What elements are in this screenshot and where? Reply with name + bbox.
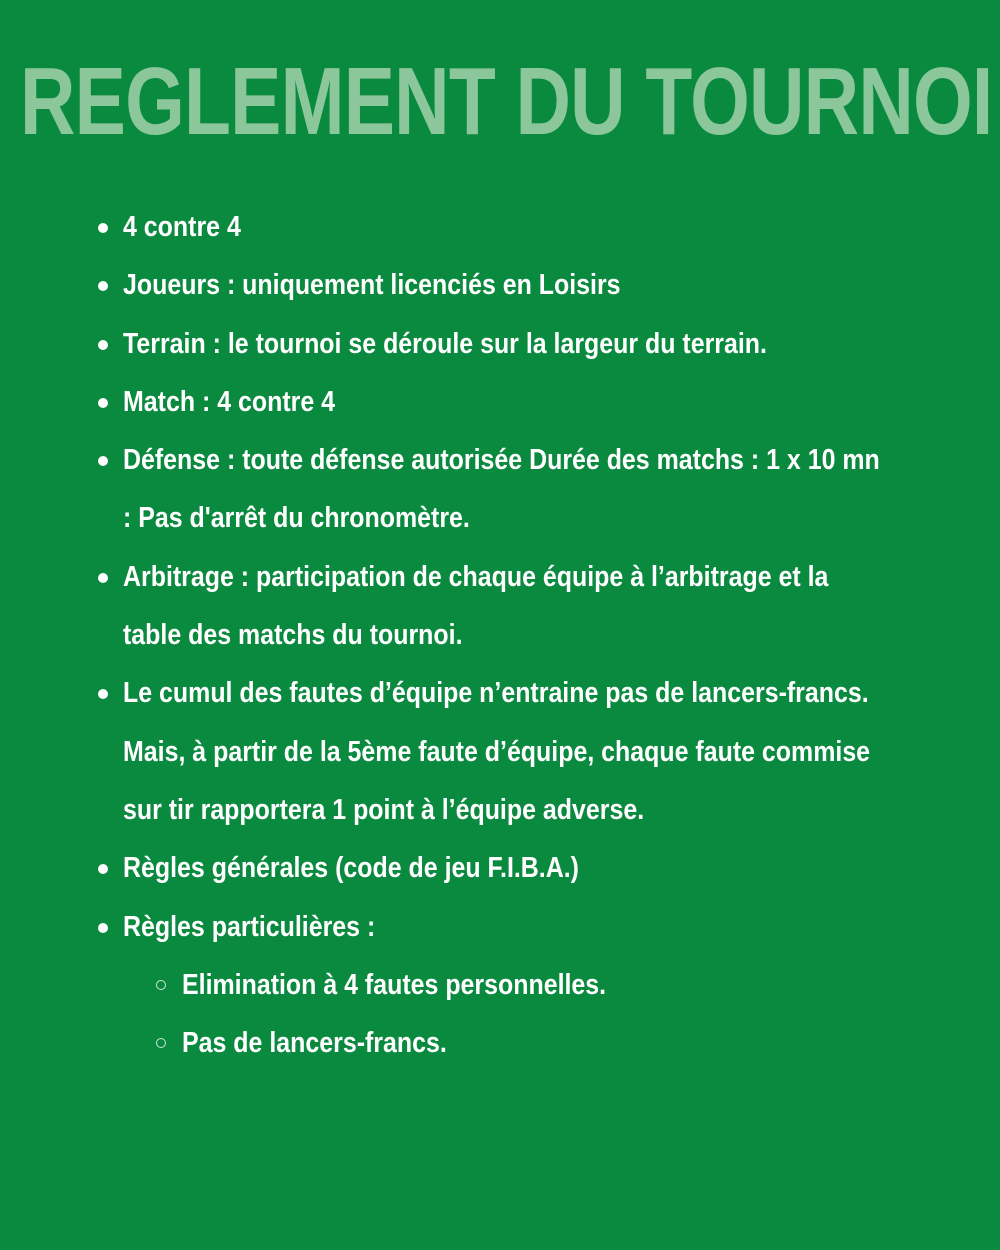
rule-item	[95, 315, 975, 373]
bullet-icon	[98, 864, 108, 874]
bullet-icon	[98, 340, 108, 350]
rule-text: Défense : toute défense autorisée Durée des matchs : 1 x 10 mn	[123, 444, 880, 477]
bullet-icon	[98, 223, 108, 233]
page-title: REGLEMENT DU TOURNOI	[20, 48, 993, 155]
bullet-icon	[98, 456, 108, 466]
rule-text: Règles particulières :	[123, 910, 376, 943]
rules-list	[95, 198, 975, 1072]
rule-item	[95, 839, 975, 897]
rule-item	[95, 664, 975, 839]
rule-text: Règles générales (code de jeu F.I.B.A.)	[123, 852, 579, 885]
rule-text: table des matchs du tournoi.	[123, 619, 463, 652]
sub-rule-text: Elimination à 4 fautes personnelles.	[182, 968, 607, 1001]
rule-text: Le cumul des fautes d’équipe n’entraine pas de lancers-francs.	[123, 677, 869, 710]
rule-item	[95, 548, 975, 665]
bullet-icon	[98, 398, 108, 408]
sub-rule-text: Pas de lancers-francs.	[182, 1027, 447, 1060]
sub-rule-item	[95, 1014, 975, 1072]
rule-text: : Pas d'arrêt du chronomètre.	[123, 502, 470, 535]
hollow-bullet-icon	[156, 980, 166, 990]
rule-text: Match : 4 contre 4	[123, 385, 336, 418]
rule-text: 4 contre 4	[123, 211, 241, 243]
sub-rule-item	[95, 956, 975, 1014]
rule-item	[95, 431, 975, 548]
rule-text: Arbitrage : participation de chaque équipe à l’arbitrage et la	[123, 560, 829, 593]
rule-text: sur tir rapportera 1 point à l’équipe adverse.	[123, 793, 645, 826]
rule-item	[95, 373, 975, 431]
sub-rules-list	[95, 956, 975, 1073]
rule-text: Terrain : le tournoi se déroule sur la largeur du terrain.	[123, 327, 767, 360]
rule-item	[95, 898, 975, 956]
rule-item	[95, 198, 975, 256]
bullet-icon	[98, 281, 108, 291]
bullet-icon	[98, 689, 108, 699]
rule-text: Mais, à partir de la 5ème faute d’équipe, chaque faute commise	[123, 735, 871, 768]
bullet-icon	[98, 923, 108, 933]
bullet-icon	[98, 573, 108, 583]
rule-item	[95, 256, 975, 314]
hollow-bullet-icon	[156, 1038, 166, 1048]
rule-text: Joueurs : uniquement licenciés en Loisirs	[123, 269, 621, 302]
sub-rules-container	[95, 956, 975, 1073]
